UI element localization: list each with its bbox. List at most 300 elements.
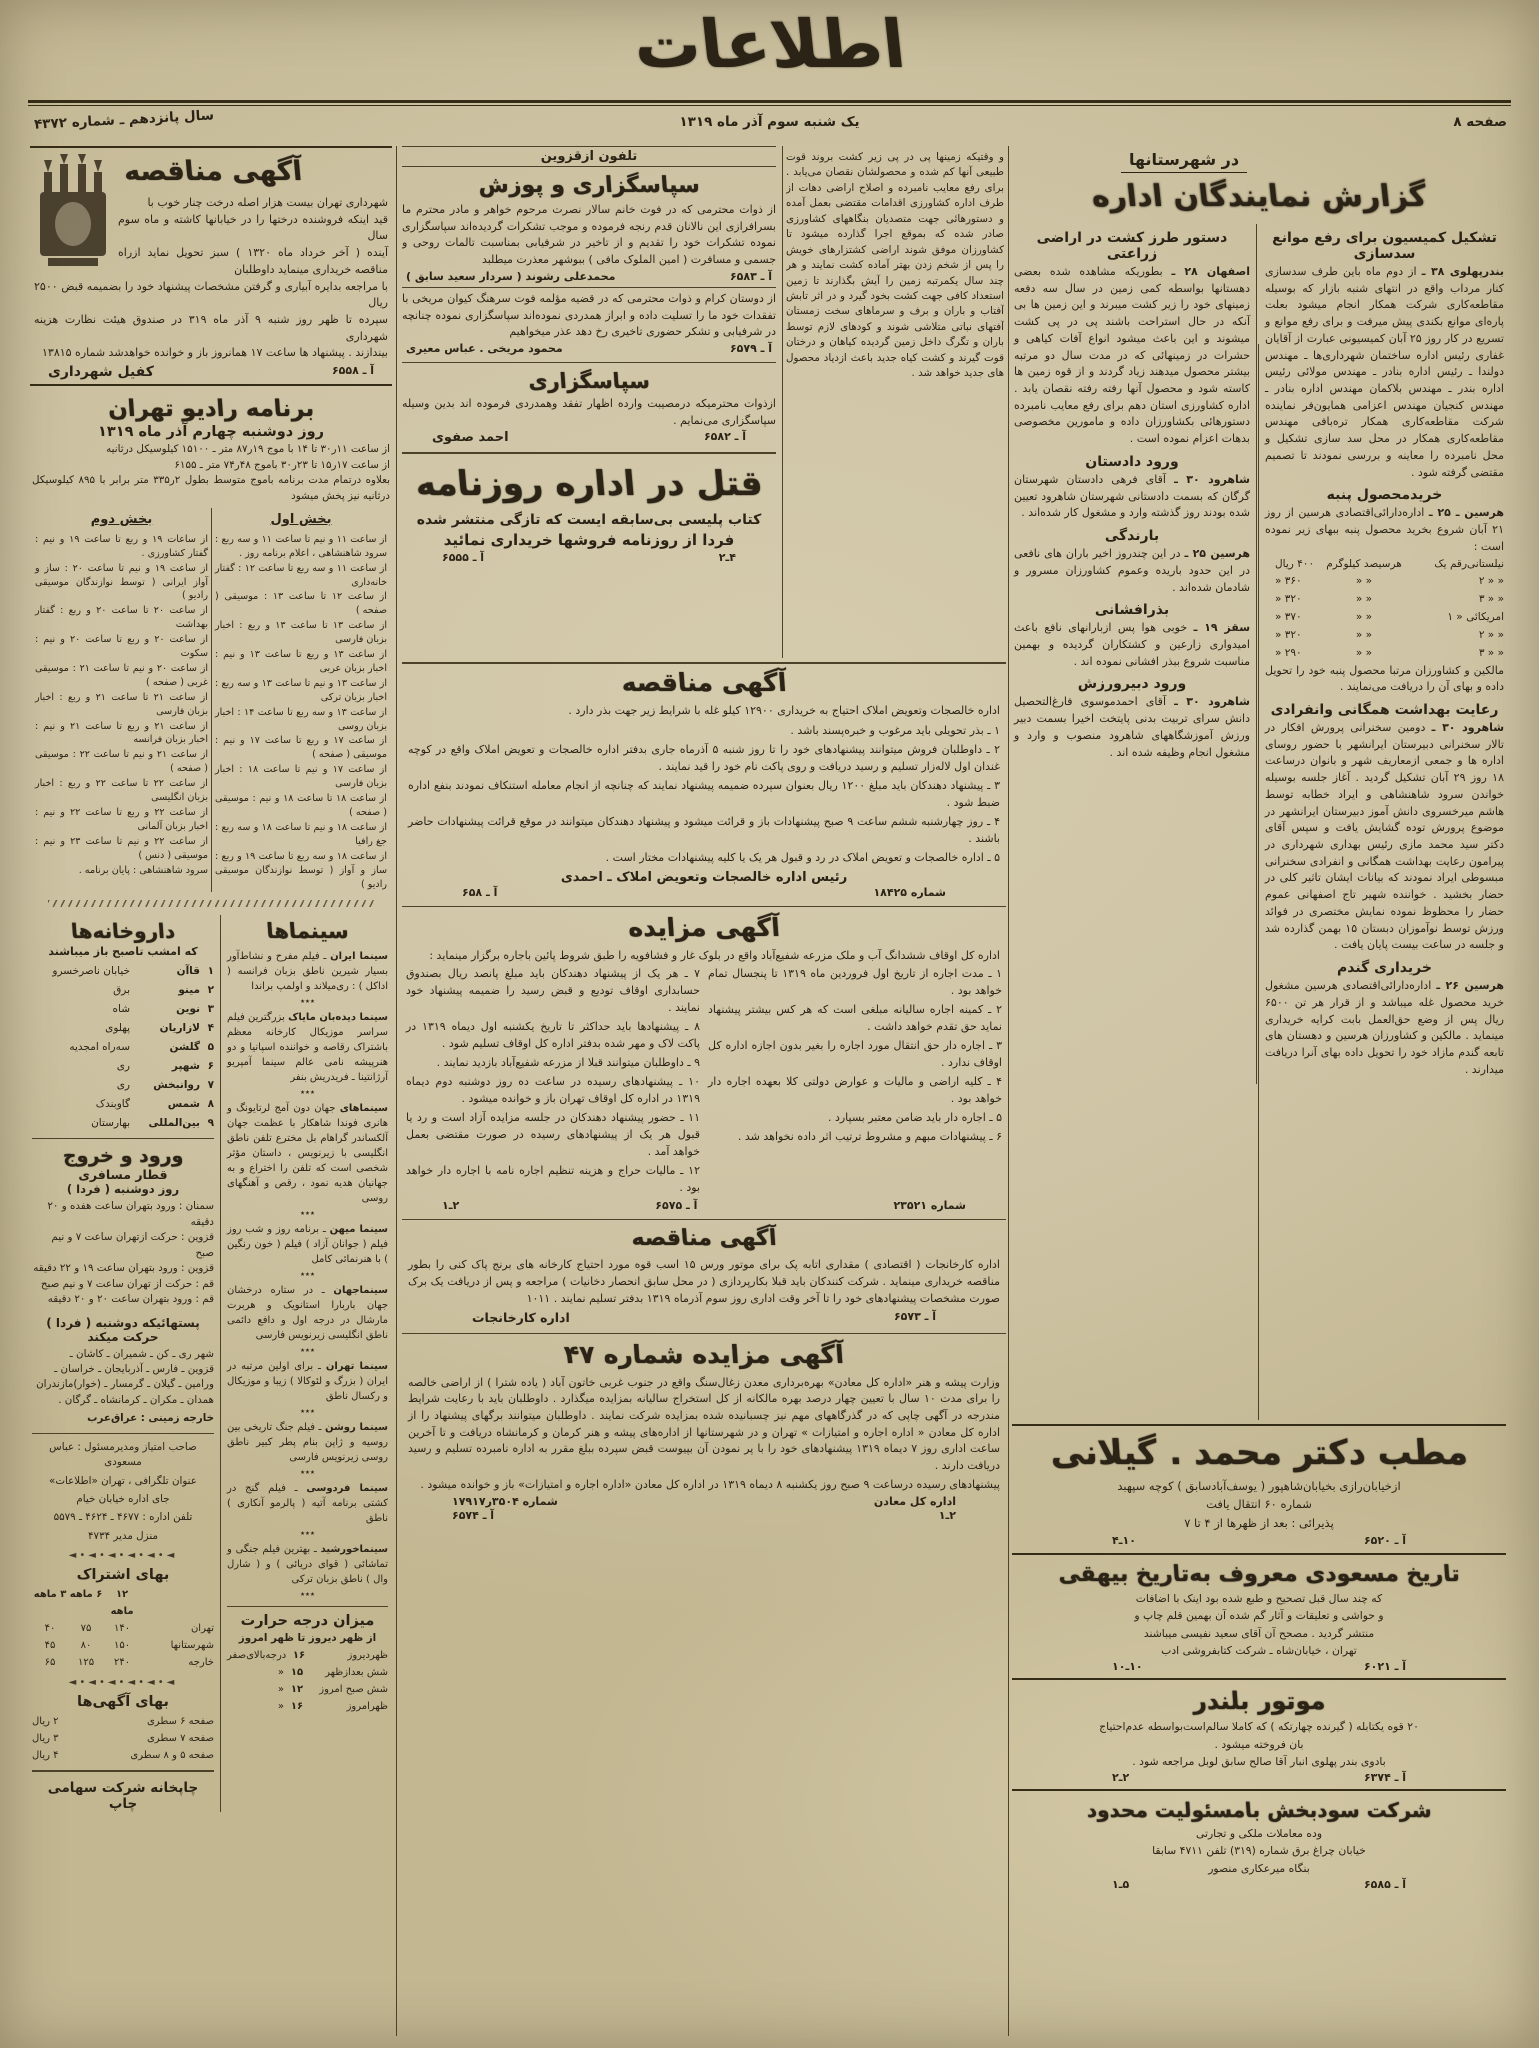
temperature-title: میزان درجه حرارت [240, 1613, 375, 1630]
radio-part1-header: بخش اول [270, 511, 332, 527]
murder-book-ad [402, 464, 776, 566]
ad-rate-row [32, 1730, 214, 1747]
thanks-signature2: محمود مریخی . عباس معیری [406, 342, 563, 356]
motor-ad-line: ۲۰ قوه یکتابله ( گیرنده چهارتکه ) که کاملا سالم‌است‌بواسطه عدم‌احتیاج [1099, 1720, 1419, 1734]
khalesejat-item: ۴ ـ روز چهارشنبه ششم ساعت ۹ صبح پیشنهادات باز و قرائت میشود و پیشنهاد دهندکان میتوانند در موقع قرائت پیشنهادات حاضر باشند . [408, 814, 1000, 845]
pharmacy-name: شهپر [171, 1059, 200, 1072]
pharmacy-row [32, 1057, 214, 1076]
sudbakhsh-company-ad [1012, 1789, 1506, 1896]
cinema-entry [227, 1010, 388, 1085]
thanks-signature: احمد صفوی [432, 430, 509, 446]
cinema-name: سینما دیده‌بان مایاک [288, 1012, 388, 1024]
cinema-name: سینماجهان [333, 1285, 388, 1297]
masthead-rule [28, 100, 1511, 106]
pharmacy-name: قاآن [176, 965, 200, 978]
cinema-separator: ٭٭٭ [300, 1088, 315, 1099]
article-public-health [1265, 702, 1504, 954]
radio-part2-column [32, 508, 211, 893]
cinema-description: ـ فیلم جنگ تاریخی بین روسیه و ژاپن بنام پطر کبیر ناطق روسی زیرنویس فارسی [227, 1422, 388, 1464]
oghaf-item: ۲ ـ کمینه اجاره سالیانه مبلغی است که هر کس بیشتر پیشنهاد نماید حق تقدم خواهد داشت . [708, 1002, 1002, 1033]
temperature-unit: « [277, 1666, 284, 1678]
pharmacy-number: ۳ [207, 1003, 214, 1016]
cinema-description: ـ در ستاره درخشان جهان باربارا استانویک و هربرت مارشال در درجه اول و دافع دائمی ناطق انگلیسی زیرنویس فارسی [227, 1285, 388, 1342]
subscription-3m: ۴۵ [44, 1640, 56, 1652]
motor-ad-title: موتور بلندر [1191, 1687, 1327, 1716]
pharmacy-number: ۹ [207, 1116, 214, 1129]
article-body: خوبی هوا پس ازبارانهای نافع باعث امیدواری زارعین و کشتکاران گردیده و بهمین مناسبت شروع ببذر افشانی نموده اند . [1014, 621, 1250, 668]
khalesejat-tender [402, 668, 1006, 900]
pharmacy-name: بین‌المللی [148, 1116, 200, 1129]
murder-book-line1: کتاب پلیسی بی‌سابقه ایست که تازگی منتشر شده [416, 512, 762, 529]
cinema-entry [227, 1542, 388, 1587]
publisher-line: منزل مدیر ۴۷۳۴ [88, 1529, 158, 1542]
oghaf-item: ۷ ـ هر یک از پیشنهاد دهندکان باید مبلغ پانصد ریال بصندوق حسابداری اوقاف تودیع و قبض رسید را ضمیمه پیشنهاد خود نمایند . [406, 966, 700, 1014]
thanks-apology-title: سپاسگزاری و پوزش [477, 173, 701, 198]
column-divider [782, 146, 783, 658]
cinema-entry [227, 949, 388, 994]
oghaf-code: آ ـ ۶۵۷۵ [655, 1199, 698, 1213]
cinemas-column [220, 915, 392, 1812]
publisher-line: صاحب امتیاز ومدیرمسئول : عباس مسعودی [49, 1440, 197, 1469]
cinema-name: سینماهای [339, 1103, 388, 1115]
post-title1: پستهائیکه دوشنبه ( فردا ) [46, 1315, 200, 1330]
oghaf-tag: ۲ـ۱ [442, 1199, 460, 1213]
motor-ad-tag: ۲ـ۲ [1112, 1771, 1130, 1785]
thanks-code1: آ ـ ۶۵۸۳ [729, 269, 772, 283]
temperature-section [227, 1613, 388, 1714]
subscription-row [32, 1654, 214, 1671]
mines-auction-body: وزارت پیشه و هنر «اداره کل معادن» بهره‌برداری معدن زغال‌سنگ واقع در جنوب غربی خاتون آباد ( یاده شترا ) از اراضی خالصه را برای مدت ۱۰ سال با تعیین چهار درصد بهره مالکانه از کل استخراج سالیانه بمزایده میگذارد . داوطلبان باید با رعایت شرایط مندرجه در آگهی چاپی که در گذرگاههای مهم نیز چسبانیده شده بمزایده شرکت نمایند . داوطلبان میتوانند برگهای پیشنهاد را از اداره کل معادن « اداره اجاره و امتیازات » تهران و در شهرستانها از اداره‌های پیشه و هنر کرمان و کرمانشاه دریافت و تا آخرین ساعت اداری روز ۷ دیماه ۱۳۱۹ پیشنهادهای خود را با پر نمودن آن بپیوست قبض سپرده ببلغ مقرر به اداره نامبرده تسلیم و رسید دریافت دارند . [408, 1375, 1000, 1473]
cotton-price-table [1265, 556, 1504, 663]
subscription-6m: ۱۲۵ [77, 1657, 95, 1669]
article-body: در این چندروز اخیر باران های نافعی در این حدود باریده وعموم کشاورزان مسرور و شادمان شده‌اند . [1014, 547, 1250, 594]
radio-frequency-line: بعلاوه درتمام مدت برنامه باموج متوسط بطول ۲ر۳۳۵ متر برابر با ۸۹۵ کیلوسیکل درثانیه نیز پخش میشود [32, 474, 391, 502]
center-column [402, 146, 776, 662]
radio-schedule-line: از ساعت ۲۲ و ربع تا ساعت ۲۲ و نیم : اخبار بزبان آلمانی [35, 807, 208, 832]
temperature-label: شش بعدازظهر [325, 1666, 388, 1678]
khalesejat-item: ۳ ـ پیشنهاد دهندکان باید مبلغ ۱۲۰۰ ریال بعنوان سپرده ضمیمه پیشنهاد نمایند که چنانچه از انجام معامله استنکاف نمودند بنفع اداره ضبط شود . [408, 778, 1000, 809]
radio-schedule-line: از ساعت ۱۹ و نیم تا ساعت ۲۰ : ساز و آواز ایرانی ( توسط نوازندگان موسیقی رادیو ) [35, 562, 208, 602]
article-title: تشکیل کمیسیون برای رفع موانع سدسازی [1272, 230, 1497, 262]
article-title: خریدمحصول پنبه [1326, 487, 1443, 504]
radio-schedule-line: از ساعت ۲۱ و ربع تا ساعت ۲۱ و نیم : اخبار بزبان فرانسه [35, 720, 208, 746]
article-title: دستور طرز کشت در اراضی زراعتی [1036, 230, 1228, 262]
cinema-description: ـ بهترین فیلم جنگی و تماشائی ( قوای دریائی ) و ( شارل وال ) ناطق بزبان ترکی [227, 1544, 388, 1586]
radio-schedule [32, 508, 390, 893]
post-destination-line: همدان ـ مکران ـ کرمانشاه ـ گرگان . [58, 1393, 214, 1406]
article-continuation-text: و وقتیکه زمینها پی در پی زیر کشت بروند قوت طبیعی آنها کم شده و محصولشان نقصان می‌یابد . برای رفع معایب نامبرده و اصلاح اراضی دهات از طرف اداره کشاورزی اقدامات مقتضی بعمل آمده و دستورهائی جهت متصدیان بنگاههای کشاورزی صادر شده که بموقع اجرا گذارده میشود تا کشاورزان موفق شوند اراضی کشتزارهای خویش را پس از شخم زدن بهتر آماده کشت نمایند و هر چند سال یکمرتبه زمین را آیش بگذارند تا زمین استعداد کافی جهت کشت بخود گیرد و در اثر تابش آفتاب و باران و برف و سرماهای سخت زمستان آفتهای نباتی متلاشی شوند و کودهای لازم توسط باران و تگرگ داخل زمین گردیده کیاهان و درختان قوت گیرند و کشت کیاه جدید باعث ازدیاد محصول های جدید خواهد شد . [786, 151, 1004, 380]
temperature-unit: « [277, 1700, 284, 1712]
pharmacy-number: ۱ [207, 965, 214, 978]
cinema-entry [227, 1101, 388, 1206]
khalesejat-signature: رئیس اداره خالصجات وتعویض املاک ـ احمدی [560, 870, 848, 886]
pharmacy-name: روانبخش [153, 1078, 200, 1091]
article-continuation-column [786, 150, 1004, 658]
article-title: ورود دادستان [1085, 453, 1179, 470]
article-body: آقای فرهی دادستان شهرستان گرگان که بسمت دادستانی شهرستان شاهرود تعیین شده بودند روز گذشته وارد و مشغول کار شده‌اند . [1014, 472, 1250, 520]
cinema-description: ـ فیلم مفرح و نشاط‌آور بسیار شیرین ناطق بزبان فرانسه ( اداکل ) : ری‌میلاند و اولمپ براندا [227, 951, 388, 993]
cotton-price-row [1265, 627, 1504, 645]
subscription-region: شهرستانها [170, 1640, 214, 1652]
cinema-description: بزرگترین فیلم سراسر موزیکال کارخانه معظم باشتراک رقاصه و خواننده اسپانیا و دو هنرپیشه نامی عالم سینما آمپریو آرژانتینا ـ فریدریش بنفر [227, 1012, 388, 1084]
temperature-row [227, 1647, 388, 1664]
company-ad-tag: ۵ـ۱ [1112, 1877, 1130, 1891]
thanks-apology-section [402, 173, 776, 356]
pharmacies-subtitle: که امشب تاصبح باز میباشند [48, 945, 198, 959]
ad-rate-row [32, 1747, 214, 1764]
temperature-unit: درجه‌بالای‌صفر [227, 1649, 287, 1661]
pharmacy-name: نوین [176, 1003, 200, 1016]
book-ad-code: آ ـ ۶۰۲۱ [1363, 1660, 1406, 1674]
pharmacies-section [32, 919, 214, 1132]
cotton-quantity: « « [1355, 611, 1373, 624]
oghaf-item: ۱ ـ مدت اجاره از تاریخ اول فروردین ماه ۱۳۱۹ تا پنجسال تمام خواهد بود . [708, 966, 1003, 997]
subscription-6m: ۸۰ [80, 1640, 92, 1652]
column-divider [1008, 146, 1009, 2036]
provinces-section [1012, 150, 1506, 1422]
oghaf-number: شماره ۲۳۵۲۱ [893, 1199, 966, 1213]
mines-auction-tag: ۲ـ۱ [938, 1508, 956, 1522]
issue-number: سال پانزدهم ـ شماره ۴۳۷۲ [33, 107, 215, 133]
article-dateline: هرسین ـ ۲۵ ـ [1428, 506, 1504, 520]
cotton-price: ۳۷۰ « [1275, 611, 1302, 624]
oghaf-item: ۱۱ ـ حضور پیشنهاد دهندکان در جلسه مزایده آزاد است و رد یا قبول هر یک از پیشنهادهای رسیده در صورت مقتضی بعمل خواهد آمد . [406, 1111, 700, 1159]
article-title: بذرافشانی [1094, 602, 1170, 619]
newspaper-title: اطلاعات [629, 6, 910, 83]
ad-rate-row [32, 1713, 214, 1730]
phone-rubric: تلفون ازقزوین [402, 146, 776, 167]
oghaf-item: ۱۲ ـ مالیات حراج و هزینه تنظیم اجاره نامه با اجاره دار خواهد بود . [406, 1164, 700, 1195]
cotton-price: ۳۲۰ « [1275, 628, 1302, 641]
motor-blender-ad [1012, 1678, 1506, 1789]
pharmacy-location: خیابان ناصرخسرو [52, 965, 130, 978]
provinces-col-left [1012, 224, 1256, 1084]
article-body: آقای احمدموسوی فارغ‌التحصیل دانش سرای تربیت بدنی پایتخت اخیرا بسمت دبیر ورزش آموزشگاههای شاهرود منصوب و وارد و مشغول انجام وظیفه شده اند . [1014, 695, 1250, 759]
temperature-value: ۱۵ [290, 1666, 304, 1678]
publisher-section [32, 1440, 214, 1545]
oghaf-item: ۵ ـ اجاره دار باید ضامن معتبر بسپارد . [827, 1111, 1002, 1125]
tender-city-line: آینده ( آخر خرداد ماه ۱۳۲۰ ) سبز تحویل نماید ازراه مناقصه خریداری مینماید داوطلبان [118, 246, 388, 276]
cotton-price-row [1265, 609, 1504, 627]
thanks-section [402, 369, 776, 446]
pharmacy-row [32, 1076, 214, 1095]
article-title: خریداری گندم [1337, 960, 1432, 977]
doctor-ad-tag: ۱۰ـ۴ [1112, 1534, 1136, 1548]
radio-schedule-line: از ساعت ۱۳ تا ساعت ۱۳ و ربع : اخبار بزبان فارسی [215, 620, 387, 646]
cotton-quantity: هرسیصد کیلوگرم [1326, 557, 1402, 570]
cotton-outro: مالکین و کشاورزان مرتبا محصول پنبه خود را تحویل داده و بهای آن را دریافت می‌نمایند . [1265, 663, 1504, 694]
thanks-signature1: محمدعلی رشوند ( سردار سعید سابق ) [406, 269, 616, 283]
radio-schedule-line: از ساعت ۱۳ و نیم تا ساعت ۱۳ و سه ربع : اخبار بزبان ترکی [215, 677, 388, 703]
khalesejat-number: شماره ۱۸۴۲۵ [873, 886, 946, 900]
radio-title: برنامه رادیو تهران [107, 396, 315, 423]
classified-ads-stack [1012, 1424, 1506, 2038]
pharmacy-location: ری [116, 1078, 130, 1091]
subscription-12m: ۲۴۰ [113, 1657, 131, 1669]
oghaf-item: ۶ ـ پیشنهادات مبهم و مشروط ترتیب اثر داده نخواهد شد . [737, 1130, 1002, 1144]
karkhanejat-code: آ ـ ۶۵۷۳ [893, 1309, 936, 1323]
subscription-row [32, 1637, 214, 1654]
cotton-grade: « « ۲ [1478, 575, 1504, 588]
article-title: بارندگی [1104, 528, 1160, 545]
radio-schedule-line: از ساعت ۲۰ و ربع تا ساعت ۲۰ و نیم : سکوت [35, 634, 208, 660]
temperature-row [227, 1698, 388, 1715]
cotton-price-row [1265, 591, 1504, 609]
radio-part2-header: بخش دوم [90, 511, 153, 527]
printer-line: چاپخانه شرکت سهامی چاپ [47, 1780, 199, 1813]
transport-sub1: قطار مسافری [78, 1167, 168, 1183]
radio-schedule-line: از ساعت ۱۸ تا ساعت ۱۸ و نیم : موسیقی ( صفحه ) [215, 793, 387, 818]
temperature-value: ۱۲ [290, 1683, 304, 1695]
article-wheat-purchase [1265, 960, 1504, 1078]
radio-schedule-line: از ساعت ۱۷ و نیم تا ساعت ۱۸ : اخبار بزبان فارسی [215, 764, 387, 790]
foreign-post: خارجه زمینی : عراق‌عرب [87, 1412, 214, 1425]
doctor-ad-title: مطب دکتر محمد . گیلانی [1048, 1433, 1470, 1473]
oghaf-item: ۳ ـ اجاره دار حق انتقال مورد اجاره را بغیر بدون اجازه اداره کل اوقاف ندارد . [708, 1039, 1002, 1070]
info-column [30, 915, 220, 1812]
temperature-value: ۱۶ [292, 1649, 306, 1661]
subscription-region: تهران [190, 1623, 214, 1635]
temperature-subtitle: از ظهر دیروز تا ظهر امروز [238, 1632, 377, 1645]
temperature-label: ظهردیروز [347, 1649, 388, 1661]
radio-frequency-line: از ساعت ۱۷ر۱۵ تا ۲۳ر۳۰ باموج ۴۸ر۷۴ متر ـ ۶۱۵۵ [174, 458, 390, 471]
post-destination-line: قزوین ـ فارس ـ آذربایجان ـ خراسان ـ [54, 1362, 214, 1375]
cotton-price: ۴۰۰ ریال [1275, 557, 1315, 570]
cotton-grade: « « ۳ [1478, 593, 1504, 606]
tender-city-line: سپرده تا ظهر روز شنبه ۹ آذر ماه ۳۱۹ در صندوق هیئت نظارت هزینه شهرداری [34, 313, 389, 343]
cinema-separator: ٭٭٭ [300, 1407, 315, 1418]
article-dateline: شاهرود ۳۰ ـ [1174, 695, 1250, 709]
mines-auction-number: شماره ۳۵۰۴ر۱۷۹۱۷ [452, 1494, 558, 1508]
radio-program-section [30, 386, 392, 892]
tender-city-line: با مراجعه بدایره آبیاری و گرفتن مشخصات پیشنهاد خود را بضمیمه قبض ۲۵۰۰ ریال [34, 279, 388, 310]
cotton-price: ۳۶۰ « [1275, 575, 1302, 588]
cinema-separator: ٭٭٭ [300, 1270, 315, 1281]
oghaf-items-right [704, 965, 1006, 1199]
oghaf-item: ۴ ـ کلیه اراضی و مالیات و عوارض دولتی کلا بعهده اجاره دار خواهد بود . [708, 1075, 1002, 1106]
pharmacy-number: ۷ [207, 1078, 214, 1091]
train-schedule-line: قم : حرکت از تهران ساعت ۷ و نیم صبح [40, 1277, 214, 1290]
subscription-row [32, 1620, 214, 1637]
tender-city-signature: کفیل شهرداری [48, 364, 154, 381]
radio-frequencies [32, 442, 390, 504]
doctor-ad-line: ازخیابان‌رازی بخیابان‌شاهپور ( یوسف‌آبادسابق ) کوچه سپهبد [1117, 1479, 1401, 1493]
cinema-name: سینماخورشید [320, 1544, 388, 1556]
article-dateline: سقز ۱۹ ـ [1193, 621, 1251, 635]
ad-rate-price: ۴ ریال [32, 1750, 59, 1762]
subscription-3m: ۶۵ [44, 1657, 56, 1669]
thanks-body: ازذوات محترمیکه درمصیبت وارده اظهار تفقد وهمدردی فرموده اند بدین وسیله سپاسگزاری می‌نمایم . [402, 397, 776, 427]
radio-part1-column [211, 508, 390, 893]
radio-schedule-line: از ساعت ۱۱ و سه ربع تا ساعت ۱۲ : گفتار خانه‌داری [215, 562, 387, 588]
company-ad-line: خیابان چراغ برق شماره (۳۱۹) تلفن ۴۷۱۱ سابقا [1152, 1844, 1366, 1858]
cinema-entry [227, 1222, 388, 1267]
publisher-line: عنوان تلگرافی ، تهران «اطلاعات» [49, 1474, 197, 1487]
radio-schedule-line: از ساعت ۲۲ و نیم تا ساعت ۲۳ و نیم : موسیقی ( دنس ) [35, 835, 208, 861]
transport-sub2: روز دوشنبه ( فردا ) [66, 1182, 180, 1197]
subscription-region: خارجه [188, 1657, 214, 1669]
pharmacy-row [32, 1019, 214, 1038]
thanks-title: سپاسگزاری [527, 369, 651, 394]
subscription-h6: ۶ ماهه [69, 1589, 103, 1601]
pharmacies-title: داروخانه‌ها [70, 919, 176, 944]
murder-book-tag: ۴ـ۲ [718, 551, 736, 565]
karkhanejat-tender [402, 1226, 1006, 1326]
cinema-entry [227, 1481, 388, 1526]
cotton-grade: نیلستانی‌رقم یک [1434, 557, 1504, 570]
cinema-separator: ٭٭٭ [300, 997, 315, 1008]
mines-auction-title: آگهی مزایده شماره ۴۷ [563, 1339, 845, 1369]
thanks-code: آ ـ ۶۵۸۲ [703, 430, 746, 444]
doctor-ad-code: آ ـ ۶۵۲۰ [1363, 1534, 1406, 1548]
mines-auction-final: پیشنهادهای رسیده درساعت ۹ صبح روز یکشنبه ۸ دیماه ۱۳۱۹ در اداره کل معادن «اداره اجاره و امتیازات» باز و خوانده میشود . [420, 1477, 1000, 1491]
province-article [1014, 528, 1250, 596]
cinema-entry [227, 1359, 388, 1404]
article-title: ورود دبیرورزش [1077, 676, 1187, 693]
company-ad-line: وده معاملات ملکی و تجارتی [1195, 1827, 1323, 1841]
book-ad-line: تهران ، خیابان‌شاه ـ شرکت کتابفروشی ادب [1161, 1643, 1357, 1657]
temperature-unit: « [277, 1683, 284, 1695]
post-destination-line: ورامین ـ گیلان ـ گرمسار ـ (خوار)مازندران [36, 1378, 214, 1391]
murder-book-title: قتل در اداره روزنامه [413, 464, 765, 505]
cinema-description: ـ فیلم گنج در کشتی برنامه آتیه ( پالرمو آنکاری ) ناطق [227, 1483, 388, 1525]
train-schedule-line: قزوین : حرکت ازتهران ساعت ۷ و نیم صبح [51, 1231, 214, 1259]
arrow-divider [32, 1550, 214, 1561]
article-body: دومین سخنرانی پرورش افکار در تالار سخنرانی دبیرستان ایرانشهر با حضور روسای اداره ها و جمعی ازمعاریف شهر و بانوان درساعت ۱۸ روز ۲۹ آبان تشکیل گردید . آغاز جلسه بوسیله خواندن سرود شاهنشاهی و ایراد خطابه توسط هاشم میرخسروی دانش آموز دبیرستان ایرانشهر در موضوع پرورش توده گشایش یافت و سپس آقای دکتر سید محمد مازی رئیس بهداری شهرداری در پیرامون رعایت بهداشت همگانی و انفرادی سخنرانی مبسوطی ایراد نمودند که بیانات ایشان تاثیر کلی در حضار بخشید . خواننده شهیر تاج اصفهانی عموم حضار را محظوظ نموده نمایش مختصری در فوائد ورزش توسط نوآموزان دبستان ۱۵ بهمن گذارده شد و جلسه در ساعت بیست پایان یافت . [1265, 721, 1504, 952]
pharmacy-number: ۴ [207, 1022, 214, 1035]
cinema-separator: ٭٭٭ [300, 1346, 315, 1357]
book-ad-line: منتشر گردید . مصحح آن آقای سعید نفیسی میباشند [1143, 1626, 1375, 1640]
oghaf-items-left [402, 965, 704, 1199]
radio-frequency-line: از ساعت ۱۱ر۳۰ تا ۱۴ با موج ۱۹ر۸۷ متر ـ ۱۵۱۰۰ کیلوسیکل درثانیه [106, 443, 390, 456]
article-dateline: بندرپهلوی ۳۸ ـ [1421, 265, 1505, 278]
murder-book-line2: فردا از روزنامه فروشها خریداری نمائید [443, 531, 735, 550]
column-divider [396, 146, 397, 2036]
radio-schedule-line: از ساعت ۱۲ تا ساعت ۱۳ : موسیقی ( صفحه ) [215, 591, 387, 617]
cinema-name: سینما ایران [330, 951, 389, 963]
tender-city-box [30, 146, 392, 386]
article-dateline: اصفهان ۲۸ ـ [1171, 265, 1250, 278]
subscription-header [32, 1586, 214, 1620]
cotton-grade: « « ۳ [1478, 646, 1504, 659]
cotton-price: ۳۲۰ « [1275, 593, 1302, 606]
dateline [28, 107, 1511, 138]
radio-schedule-line: از ساعت ۲۰ و نیم تا ساعت ۲۱ : موسیقی غربی ( صفحه ) [35, 662, 209, 688]
oghaf-intro: اداره کل اوقاف ششدانگ آب و ملک مزرعه شفیع‌آباد واقع در بلوک غار و فشافویه را طبق شروط پائین باجاره برگزار مینماید : [429, 949, 1000, 963]
cotton-price-row [1265, 645, 1504, 663]
temperature-value: ۱۶ [290, 1700, 304, 1712]
radio-schedule-line: از ساعت ۲۱ تا ساعت ۲۱ و ربع : اخبار بزبان فارسی [35, 691, 208, 717]
thanks-apology-body1: از ذوات محترمی که در فوت خانم سالار نصرت مرحوم خواهر و مادر محترم ما بسرافرازی این نالانان قدم رنجه فرموده و موجب تشکرات گردیده‌اند سپاسگزاری نموده تشکرات خود را تقدیم و از تاخیر در شرفیابی بمناسبت تالمات روحی و جسمی و مسافرت ( امین الملوک مافی ) ببوشهر معذرت میطلبد [402, 203, 776, 267]
government-ads-region [402, 662, 1006, 2038]
article-dateline: شاهرود ۳۰ ـ [1174, 472, 1251, 486]
murder-book-code: آ ـ ۶۵۵۵ [442, 551, 485, 565]
cinema-description: ـ برنامه روز و شب روز فیلم ( جوانان آزاد ) فیلم ( خون رنگین ) با هنرنمائی کامل [227, 1224, 388, 1266]
radio-schedule-line: از ساعت ۱۸ و سه ربع تا ساعت ۱۹ و ربع : ساز و آواز ( توسط نوازندگان موسیقی رادیو ) [215, 850, 387, 890]
post-destination-line: شهر ری ـ کن ـ شمیران ـ کاشان ـ [69, 1347, 214, 1360]
company-ad-line: بنگاه میرعکاری منصور [1208, 1861, 1310, 1875]
subscription-6m: ۷۵ [80, 1623, 92, 1635]
issue-date: یک شنبه سوم آذر ماه ۱۳۱۹ [679, 114, 860, 130]
pharmacy-row [32, 1038, 214, 1057]
pharmacy-number: ۸ [207, 1097, 214, 1110]
train-schedule-line: قم : ورود بتهران ساعت ۲۰ و ۲۰ دقیقه [47, 1293, 214, 1306]
radio-schedule-line: از ساعت ۱۳ و سه ربع تا ساعت ۱۴ : اخبار بزبان روسی [215, 706, 387, 732]
cinema-entry [227, 1283, 388, 1343]
province-article [1014, 602, 1250, 670]
cinema-name: سینما روشن [324, 1422, 389, 1434]
pharmacy-row [32, 962, 214, 981]
pharmacy-location: پهلوی [105, 1022, 130, 1035]
subscription-h12: ۱۲ ماهه [110, 1589, 134, 1618]
karkhanejat-signature: اداره کارخانجات [472, 1309, 570, 1325]
ad-rate-label: صفحه ۵ و ۸ سطری [130, 1750, 214, 1762]
cotton-quantity: « « [1355, 575, 1373, 588]
pharmacy-location: سه‌راه امجدیه [69, 1041, 130, 1053]
cinema-description: ـ برای اولین مرتبه در ایران ( بزرگ و لئوکالا ) زیبا و موزیکال و رکسال ناطق [227, 1361, 388, 1403]
pharmacy-location: برق [113, 984, 130, 997]
pharmacy-number: ۶ [207, 1059, 214, 1072]
cotton-quantity: « « [1355, 646, 1373, 659]
ad-rates-title: بهای آگهی‌ها [77, 1694, 169, 1711]
pharmacy-row [32, 1114, 214, 1133]
doctor-ad-line: پذیرائی : بعد از ظهرها از ۴ تا ۷ [1184, 1515, 1334, 1530]
cinema-entry [227, 1420, 388, 1465]
motor-ad-line: بادوی بندر پهلوی انبار آقا صالح سابق لوبل مراجعه شود . [1132, 1754, 1386, 1768]
pharmacy-location: بهارستان [91, 1116, 130, 1129]
cotton-price-row [1265, 556, 1504, 574]
radio-schedule-line: از ساعت ۱۱ و نیم تا ساعت ۱۱ و سه ربع : سرود شاهنشاهی ، اعلام برنامه روز . [215, 533, 388, 559]
subscription-h3: ۳ ماهه [33, 1589, 67, 1601]
cinema-name: سینما تهران [325, 1361, 388, 1373]
cinema-separator: ٭٭٭ [300, 1590, 315, 1601]
ad-rate-price: ۳ ریال [32, 1733, 59, 1745]
pharmacy-number: ۵ [207, 1041, 214, 1053]
radio-schedule-line: از ساعت ۲۱ و نیم تا ساعت ۲۲ : موسیقی ( صفحه ) [35, 749, 209, 775]
provinces-headline: گزارش نمایندگان اداره [1089, 179, 1429, 214]
oghaf-item: ۸ ـ پیشنهادها باید حداکثر تا تاریخ یکشنبه اول دیماه ۱۳۱۹ در پاکت لاک و مهر شده بدفتر اداره کل اوقاف تسلیم شود . [406, 1019, 700, 1050]
cotton-price: ۲۹۰ « [1275, 646, 1302, 659]
cinemas-title: سینماها [265, 919, 350, 944]
cinema-name: سینما میهن [329, 1224, 388, 1236]
article-body: بطوریکه مشاهده شده بعضی دهستانها بواسطه کمی زمین در سال سه دفعه زمینهای خود را زیر کشت میبرند و این زمین ها بی آنکه در حال استراحت باشند پی در پی کشت میشوند و این باعث میشود انواع آفات کیاهی و حشرات در زمینهائی که در مدت سال دو مرتبه بیشتر محصول میدهند زیاد گردند و از قوه زمین ها کاسته شود و محصول آنها رفته رفته نقصان یابد . اداره کشاورزی استان دهم برای رفع معایب نامبرده دستورهائی بکشاورزان داده و مامورین مخصوصی بدهات اعزام نموده است . [1014, 265, 1250, 446]
mines-auction-code: آ ـ ۶۵۷۴ [452, 1508, 495, 1522]
cinema-separator: ٭٭٭ [300, 1529, 315, 1540]
tender-city-line: بیندازند . پیشنهاد ها ساعت ۱۷ همانروز باز و خوانده خواهدشد شماره ۱۳۸۱۵ [42, 346, 388, 360]
radio-schedule-line: از ساعت ۱۷ و ربع تا ساعت ۱۷ و نیم : موسیقی ( صفحه ) [215, 735, 387, 761]
subscription-title: بهای اشتراک [76, 1567, 170, 1584]
mines-auction-47 [402, 1340, 1006, 1522]
cotton-quantity: « « [1355, 628, 1373, 641]
cotton-price-row [1265, 573, 1504, 591]
article-title: رعایت بهداشت همگانی وانفرادی [1270, 702, 1499, 718]
khalesejat-item: ۵ ـ اداره خالصجات و تعویض املاک در رد و قبول هر یک یا کلیه پیشنهادات مختار است . [605, 851, 1000, 865]
pharmacy-location: شاه [112, 1003, 130, 1016]
pharmacy-name: مینو [178, 984, 200, 997]
post-title2: حرکت میکند [87, 1329, 159, 1344]
radio-schedule-line: سرود شاهنشاهی : پایان برنامه . [78, 864, 208, 876]
pharmacy-name: گلشن [169, 1041, 200, 1053]
oghaf-title: آگهی مزایده [627, 913, 781, 943]
cinema-description: جهان دون آمج لرتایونگ و هانری فوندا شاهکار با عظمت جهان آلکساندر گراهام بل مخترع تلفن ناطق انگلیسی با زیرنویس ، داستان مؤثر شخصی است که تلفن را اختراع و به جهانیان هدیه نمود ، رقص و آهنگهای روسی [227, 1103, 388, 1205]
pharmacy-location: گاوبندک [95, 1097, 130, 1110]
page-number: صفحه ۸ [1453, 114, 1507, 130]
transport-section [32, 1145, 214, 1426]
pharmacy-location: ری [116, 1059, 130, 1072]
left-section [30, 146, 392, 2038]
karkhanejat-body: اداره کارخانجات ( اقتصادی ) مقداری اتابه پک برای موتور ورس ۱۵ اسب قوه مورد احتیاج کارخانه های برنج پاک کنی را بطور مناقصه خریداری مینماید . شرکت کنندکان باید قبلا بکارپردازی ( در محل سابق انحصار دخانیات ) مراجعه و پس از دریافت یک برک صورت مشخصات پیشنهادهای خود را تا آخر وقت اداری روز سوم آذرماه ۱۳۱۹ بدفتر تسلیم نمایند . ۱۰۱۱ [408, 1258, 1000, 1305]
doctor-office-ad [1012, 1424, 1506, 1553]
